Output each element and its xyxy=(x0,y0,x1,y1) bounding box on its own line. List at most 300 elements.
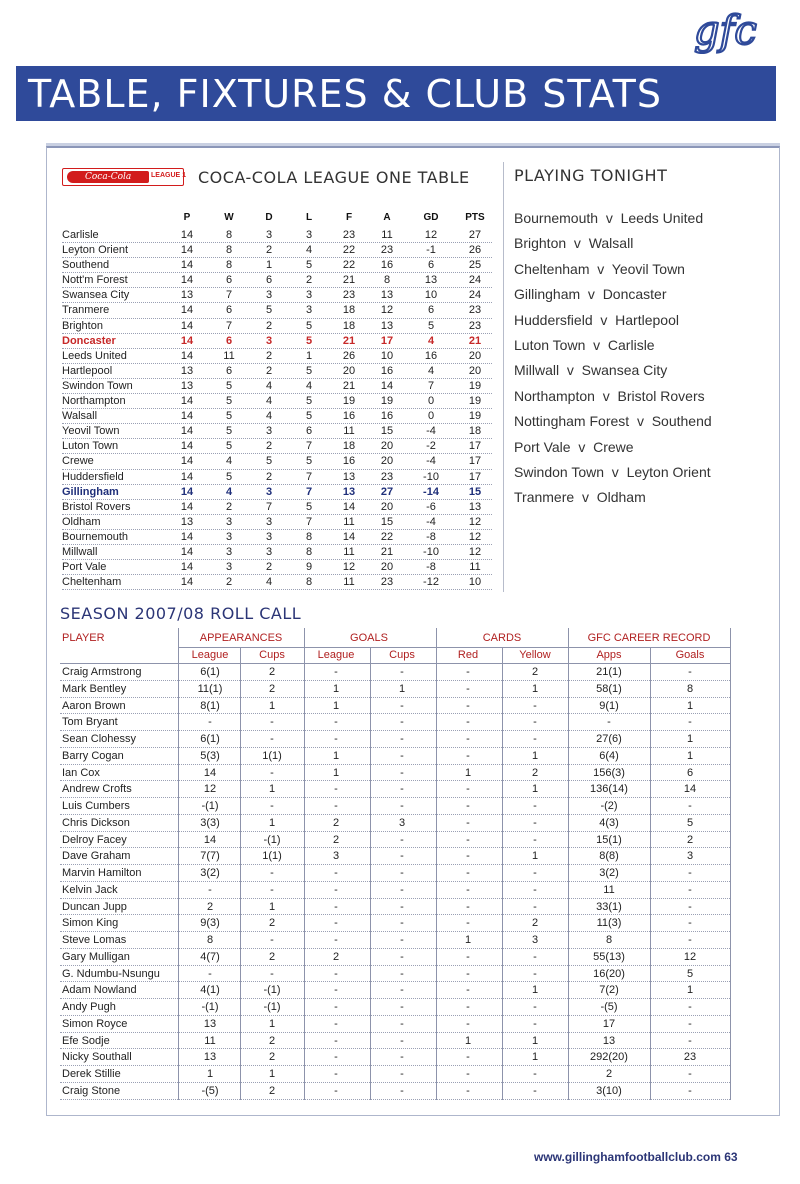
league-cell-a: 17 xyxy=(380,334,394,347)
roll-call-cell: - xyxy=(688,1001,692,1013)
roll-call-cell: - xyxy=(400,917,404,930)
team-name: Luton Town xyxy=(62,440,119,453)
roll-call-row xyxy=(60,748,730,765)
roll-call-cell: - xyxy=(400,1084,404,1097)
league-cell-a: 14 xyxy=(380,379,394,392)
fixture-item: Nottingham Forest v Southend xyxy=(514,413,712,430)
player-name: Sean Clohessy xyxy=(62,733,136,745)
roll-call-cell: - xyxy=(400,1001,404,1013)
roll-call-cell: - xyxy=(334,934,338,946)
roll-call-cell: 14 xyxy=(203,833,217,846)
league-cell-f: 22 xyxy=(342,244,356,257)
roll-call-cell: 27(6) xyxy=(596,733,622,745)
footer-website[interactable]: www.gillinghamfootballclub.com xyxy=(534,1150,721,1164)
league-cell-l: 5 xyxy=(305,500,313,513)
league-table-row xyxy=(62,515,492,530)
team-name: Swansea City xyxy=(62,289,130,302)
roll-call-cell: 2 xyxy=(268,1084,276,1097)
league-table-row xyxy=(62,349,492,364)
banner-title: TABLE, FIXTURES & CLUB STATS xyxy=(28,72,662,116)
league-cell-p: 14 xyxy=(180,561,194,574)
league-cell-pts: 17 xyxy=(468,455,482,468)
league-table-title: COCA-COLA LEAGUE ONE TABLE xyxy=(198,168,470,187)
roll-call-cell: - xyxy=(334,1001,338,1013)
section-banner xyxy=(16,66,776,121)
fixture-item: Gillingham v Doncaster xyxy=(514,286,667,303)
roll-call-cell: - xyxy=(466,1017,470,1030)
roll-call-cell: 2 xyxy=(332,950,340,963)
team-name: Oldham xyxy=(62,515,101,528)
league-cell-gd: -10 xyxy=(423,545,439,558)
league-table-row xyxy=(62,439,492,454)
team-name: Port Vale xyxy=(62,561,107,574)
fixture-item: Cheltenham v Yeovil Town xyxy=(514,260,685,277)
team-name: Nott'm Forest xyxy=(62,274,128,287)
roll-call-cell: - xyxy=(400,766,404,779)
roll-call-cell: 1 xyxy=(332,682,340,695)
roll-call-cell: - xyxy=(400,984,404,997)
league-cell-pts: 13 xyxy=(468,500,482,513)
roll-call-cell: 6 xyxy=(686,766,694,779)
roll-call-cell: 2 xyxy=(332,833,340,846)
roll-call-cell: 1 xyxy=(268,900,276,913)
roll-call-cell: - xyxy=(466,682,470,695)
league-table-row xyxy=(62,394,492,409)
league-cell-a: 20 xyxy=(380,500,394,513)
roll-call-cell: 1 xyxy=(268,699,276,712)
player-name: Tom Bryant xyxy=(62,716,118,729)
league-cell-l: 7 xyxy=(305,440,313,453)
roll-call-cell: - xyxy=(688,800,692,812)
roll-call-cell: - xyxy=(400,950,404,963)
header-appearances: APPEARANCES xyxy=(199,632,283,644)
league-cell-p: 14 xyxy=(180,395,194,408)
league-cell-p: 14 xyxy=(180,500,194,513)
roll-call-cell: - xyxy=(400,967,404,980)
league-cell-d: 1 xyxy=(265,259,273,272)
league-cell-f: 18 xyxy=(342,319,356,332)
league-table-header xyxy=(62,166,492,190)
roll-call-row xyxy=(60,915,730,932)
player-name: Gary Mulligan xyxy=(62,950,130,963)
league-cell-a: 16 xyxy=(380,410,394,423)
league-cell-l: 5 xyxy=(305,334,313,347)
roll-call-cell: 2 xyxy=(531,766,539,779)
roll-call-cell: 1 xyxy=(206,1068,214,1080)
league-cell-p: 14 xyxy=(180,440,194,453)
league-cell-f: 11 xyxy=(343,425,355,438)
roll-call-cell: - xyxy=(688,934,692,946)
roll-call-cell: 6(1) xyxy=(200,666,220,678)
league-cell-pts: 23 xyxy=(468,304,482,317)
league-table-row xyxy=(62,273,492,288)
roll-call-cell: - xyxy=(270,716,274,729)
league-cell-l: 5 xyxy=(305,259,313,272)
roll-call-cell: 1 xyxy=(686,749,694,762)
league-cell-p: 14 xyxy=(180,274,194,287)
coca-cola-badge-brand: Coca-Cola xyxy=(67,171,149,183)
header-career: GFC CAREER RECORD xyxy=(587,632,711,644)
league-cell-f: 21 xyxy=(342,274,356,287)
league-cell-l: 4 xyxy=(305,244,313,257)
roll-call-cell: - xyxy=(607,716,611,729)
league-cell-a: 8 xyxy=(383,274,391,287)
league-cell-gd: 6 xyxy=(427,259,435,272)
roll-call-cell: - xyxy=(688,917,692,930)
roll-call-row xyxy=(60,1016,730,1033)
grid-line xyxy=(650,648,651,1100)
roll-call-rows xyxy=(60,664,730,1100)
league-cell-d: 5 xyxy=(265,455,273,468)
grid-line xyxy=(60,663,730,664)
league-cell-p: 14 xyxy=(180,530,194,543)
league-cell-w: 8 xyxy=(225,259,233,272)
league-cell-gd: -6 xyxy=(426,500,436,513)
league-cell-gd: 6 xyxy=(427,304,435,317)
roll-call-cell: - xyxy=(688,867,692,879)
league-cell-p: 14 xyxy=(180,319,194,332)
league-cell-a: 15 xyxy=(380,425,394,438)
league-table-row xyxy=(62,258,492,273)
roll-call-cell: 1 xyxy=(268,816,276,829)
roll-call-cell: - xyxy=(533,716,537,729)
roll-call-cell: 3 xyxy=(332,850,340,863)
roll-call-cell: - xyxy=(208,716,212,729)
player-name: Barry Cogan xyxy=(62,749,124,762)
roll-call-row xyxy=(60,781,730,798)
fixture-item: Huddersfield v Hartlepool xyxy=(514,311,679,328)
roll-call-cell: - xyxy=(400,900,404,913)
league-table-row xyxy=(62,560,492,575)
roll-call-cell: 3 xyxy=(686,850,694,863)
league-cell-pts: 12 xyxy=(468,515,482,528)
roll-call-cell: - xyxy=(334,716,338,729)
roll-call-row xyxy=(60,1083,730,1100)
league-cell-a: 13 xyxy=(380,289,394,302)
roll-call-cell: 8 xyxy=(686,682,694,695)
league-cell-gd: -4 xyxy=(426,455,436,468)
league-cell-gd: 4 xyxy=(427,364,435,377)
roll-call-title: SEASON 2007/08 ROLL CALL xyxy=(60,604,302,623)
team-name: Carlisle xyxy=(62,229,99,241)
league-cell-w: 8 xyxy=(225,229,233,241)
roll-call-cell: 14 xyxy=(203,766,217,779)
roll-call-cell: - xyxy=(466,984,470,997)
league-cell-a: 15 xyxy=(380,515,394,528)
league-cell-a: 20 xyxy=(380,455,394,468)
roll-call-cell: - xyxy=(334,900,338,913)
fixture-item: Brighton v Walsall xyxy=(514,235,634,252)
team-name: Bristol Rovers xyxy=(62,500,131,513)
roll-call-cell: 1 xyxy=(332,766,340,779)
roll-call-cell: - xyxy=(400,1034,404,1047)
league-cell-l: 8 xyxy=(305,576,313,589)
roll-call-cell: 3(2) xyxy=(200,867,220,879)
roll-call-cell: - xyxy=(466,749,470,762)
league-cell-f: 20 xyxy=(342,364,356,377)
league-cell-a: 11 xyxy=(381,229,393,241)
roll-call-cell: - xyxy=(466,733,470,745)
roll-call-cell: 2 xyxy=(531,666,539,678)
league-cell-pts: 23 xyxy=(468,319,482,332)
roll-call-row xyxy=(60,681,730,698)
league-cell-a: 22 xyxy=(380,530,394,543)
roll-call-cell: 16(20) xyxy=(593,967,625,980)
league-cell-pts: 20 xyxy=(468,364,482,377)
roll-call-cell: 1 xyxy=(464,766,472,779)
roll-call-cell: 2 xyxy=(332,816,340,829)
coca-cola-badge-league: LEAGUE 1 xyxy=(151,172,187,179)
league-cell-f: 14 xyxy=(342,500,356,513)
roll-call-sub-header: Goals xyxy=(675,649,705,661)
league-cell-l: 5 xyxy=(305,410,313,423)
roll-call-cell: - xyxy=(533,833,537,846)
team-name: Cheltenham xyxy=(62,576,122,589)
league-cell-f: 12 xyxy=(342,561,356,574)
roll-call-cell: - xyxy=(270,800,274,812)
player-name: Steve Lomas xyxy=(62,934,127,946)
league-cell-pts: 20 xyxy=(468,349,482,362)
league-cell-p: 14 xyxy=(180,304,194,317)
grid-line xyxy=(304,628,305,1100)
roll-call-cell: - xyxy=(334,800,338,812)
league-cell-d: 2 xyxy=(265,319,273,332)
league-cell-l: 5 xyxy=(305,319,313,332)
fixture-item: Tranmere v Oldham xyxy=(514,489,646,506)
roll-call-cell: 1 xyxy=(332,749,340,762)
league-cell-a: 27 xyxy=(380,485,394,498)
roll-call-cell: - xyxy=(466,967,470,980)
roll-call-cell: 7(2) xyxy=(599,984,619,997)
league-cell-d: 2 xyxy=(265,349,273,362)
team-name: Swindon Town xyxy=(62,379,133,392)
roll-call-cell: - xyxy=(466,833,470,846)
league-table-row xyxy=(62,500,492,515)
roll-call-cell: - xyxy=(334,967,338,980)
league-cell-l: 5 xyxy=(305,395,313,408)
league-cell-a: 12 xyxy=(380,304,394,317)
player-name: Efe Sodje xyxy=(62,1034,110,1047)
roll-call-cell: - xyxy=(334,1084,338,1097)
league-cell-d: 2 xyxy=(265,440,273,453)
league-cell-gd: -4 xyxy=(426,425,436,438)
roll-call-cell: - xyxy=(334,867,338,879)
league-cell-f: 18 xyxy=(342,440,356,453)
roll-call-cell: 2 xyxy=(206,900,214,913)
team-name: Yeovil Town xyxy=(62,425,120,438)
roll-call-cell: -(1) xyxy=(201,1001,219,1013)
roll-call-cell: 1 xyxy=(332,699,340,712)
league-cell-d: 3 xyxy=(265,334,273,347)
roll-call-row xyxy=(60,899,730,916)
league-cell-pts: 21 xyxy=(468,334,482,347)
roll-call-cell: - xyxy=(270,883,274,896)
roll-call-cell: -(5) xyxy=(600,1001,618,1013)
fixture-item: Northampton v Bristol Rovers xyxy=(514,387,705,404)
league-cell-pts: 25 xyxy=(468,259,482,272)
gfc-logo xyxy=(690,4,786,54)
roll-call-cell: 5 xyxy=(686,816,694,829)
roll-call-cell: 1 xyxy=(531,749,539,762)
league-table-row xyxy=(62,409,492,424)
roll-call-cell: - xyxy=(466,666,470,678)
roll-call-cell: 8 xyxy=(206,934,214,946)
roll-call-cell: 1 xyxy=(268,1068,276,1080)
league-col-header: W xyxy=(224,212,234,223)
league-table-row xyxy=(62,485,492,500)
league-cell-d: 3 xyxy=(265,229,273,241)
league-cell-f: 11 xyxy=(343,576,355,589)
league-cell-gd: -4 xyxy=(426,515,436,528)
league-cell-gd: -8 xyxy=(426,530,436,543)
league-cell-f: 26 xyxy=(342,349,356,362)
league-cell-pts: 26 xyxy=(468,244,482,257)
league-cell-w: 5 xyxy=(225,410,233,423)
league-cell-f: 18 xyxy=(342,304,356,317)
league-cell-d: 2 xyxy=(265,561,273,574)
league-cell-l: 2 xyxy=(305,274,313,287)
player-name: Adam Nowland xyxy=(62,984,137,997)
league-cell-d: 2 xyxy=(265,364,273,377)
header-cards: CARDS xyxy=(482,632,522,644)
roll-call-cell: 136(14) xyxy=(590,783,628,796)
league-cell-a: 13 xyxy=(380,319,394,332)
league-cell-a: 23 xyxy=(380,470,394,483)
roll-call-cell: 11 xyxy=(603,883,615,896)
roll-call-cell: 12 xyxy=(683,950,697,963)
league-cell-a: 20 xyxy=(380,561,394,574)
roll-call-cell: 15(1) xyxy=(596,833,622,846)
roll-call-cell: 3(2) xyxy=(599,867,619,879)
roll-call-cell: -(2) xyxy=(600,800,618,812)
league-cell-f: 14 xyxy=(342,530,356,543)
league-cell-p: 14 xyxy=(180,485,194,498)
roll-call-cell: 2 xyxy=(268,1051,276,1064)
league-cell-gd: 7 xyxy=(427,379,435,392)
league-col-header: F xyxy=(345,212,353,223)
gfc-logo-text: gfc xyxy=(694,8,757,54)
roll-call-cell: 292(20) xyxy=(590,1051,628,1064)
roll-call-cell: 2 xyxy=(686,833,694,846)
league-cell-f: 13 xyxy=(342,470,356,483)
league-cell-f: 22 xyxy=(342,259,356,272)
roll-call-cell: - xyxy=(688,1068,692,1080)
league-table-row xyxy=(62,243,492,258)
roll-call-sub-header: Cups xyxy=(389,649,415,661)
player-name: Duncan Jupp xyxy=(62,900,127,913)
roll-call-cell: 2 xyxy=(268,666,276,678)
roll-call-cell: 1(1) xyxy=(262,850,282,863)
roll-call-cell: 11(3) xyxy=(596,917,622,930)
player-name: Chris Dickson xyxy=(62,816,130,829)
league-cell-pts: 19 xyxy=(468,410,482,423)
roll-call-cell: - xyxy=(400,934,404,946)
roll-call-cell: 7(7) xyxy=(200,850,220,863)
roll-call-cell: - xyxy=(334,883,338,896)
roll-call-cell: -(5) xyxy=(201,1084,219,1097)
league-cell-p: 13 xyxy=(180,364,194,377)
roll-call-cell: - xyxy=(533,733,537,745)
roll-call-cell: 3(10) xyxy=(596,1084,622,1097)
league-cell-p: 14 xyxy=(180,545,194,558)
roll-call-row xyxy=(60,698,730,715)
team-name: Huddersfield xyxy=(62,470,124,483)
league-cell-gd: 16 xyxy=(424,349,438,362)
league-cell-pts: 19 xyxy=(468,395,482,408)
fixtures-list xyxy=(514,208,774,513)
roll-call-cell: - xyxy=(334,1034,338,1047)
roll-call-cell: - xyxy=(688,1017,692,1030)
league-cell-gd: 12 xyxy=(424,229,438,241)
roll-call-cell: - xyxy=(334,1051,338,1064)
roll-call-cell: - xyxy=(208,883,212,896)
roll-call-cell: 156(3) xyxy=(593,766,625,779)
league-cell-d: 3 xyxy=(265,425,273,438)
playing-tonight-title: PLAYING TONIGHT xyxy=(514,166,668,185)
roll-call-cell: - xyxy=(334,984,338,997)
roll-call-cell: 1 xyxy=(686,984,694,997)
league-cell-a: 10 xyxy=(380,349,394,362)
league-col-header: PTS xyxy=(465,212,485,223)
roll-call-cell: - xyxy=(466,917,470,930)
league-cell-w: 5 xyxy=(225,425,233,438)
team-name: Doncaster xyxy=(62,334,116,347)
roll-call-row xyxy=(60,932,730,949)
roll-call-cell: 4(7) xyxy=(200,950,220,963)
team-name: Northampton xyxy=(62,395,126,408)
roll-call-cell: 1 xyxy=(268,1017,276,1030)
roll-call-cell: 58(1) xyxy=(596,682,622,695)
roll-call-cell: - xyxy=(270,766,274,779)
league-cell-pts: 24 xyxy=(468,289,482,302)
player-name: Kelvin Jack xyxy=(62,883,118,896)
league-table-row xyxy=(62,303,492,318)
league-cell-p: 13 xyxy=(180,289,194,302)
roll-call-cell: - xyxy=(208,967,212,980)
league-cell-pts: 17 xyxy=(468,470,482,483)
league-cell-f: 11 xyxy=(343,545,355,558)
league-col-header: L xyxy=(305,212,313,223)
fixture-item: Millwall v Swansea City xyxy=(514,362,668,379)
team-name: Leeds United xyxy=(62,349,127,362)
league-table-row xyxy=(62,424,492,439)
roll-call-cell: 1 xyxy=(531,850,539,863)
roll-call-cell: 4(3) xyxy=(599,816,619,829)
league-cell-p: 14 xyxy=(180,470,194,483)
roll-call-row xyxy=(60,798,730,815)
fixture-item: Luton Town v Carlisle xyxy=(514,336,655,353)
league-cell-w: 5 xyxy=(225,395,233,408)
league-col-header: A xyxy=(383,212,391,223)
roll-call-sub-header: Apps xyxy=(596,649,622,661)
roll-call-row xyxy=(60,815,730,832)
league-table-row xyxy=(62,288,492,303)
roll-call-cell: - xyxy=(270,867,274,879)
roll-call-cell: 1 xyxy=(398,682,406,695)
league-cell-f: 13 xyxy=(342,485,356,498)
roll-call-row xyxy=(60,1033,730,1050)
roll-call-cell: 2 xyxy=(531,917,539,930)
roll-call-cell: 6(1) xyxy=(200,733,220,745)
league-table-row xyxy=(62,319,492,334)
roll-call-cell: - xyxy=(466,1001,470,1013)
league-cell-f: 21 xyxy=(342,379,356,392)
player-name: Craig Stone xyxy=(62,1084,121,1097)
roll-call-cell: - xyxy=(400,666,404,678)
roll-call-cell: - xyxy=(400,867,404,879)
roll-call-cell: 2 xyxy=(268,1034,276,1047)
league-table-row xyxy=(62,364,492,379)
